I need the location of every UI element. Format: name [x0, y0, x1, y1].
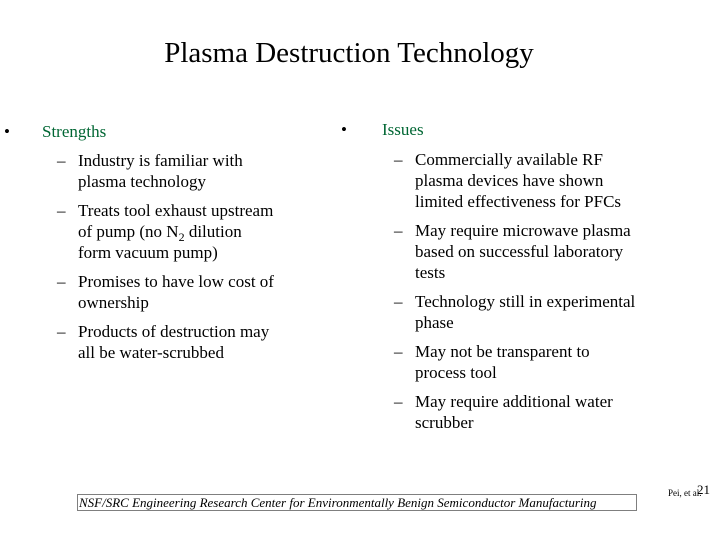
list-item: [57, 271, 327, 313]
dash-marker: –: [394, 150, 403, 169]
item-line: process tool: [415, 363, 497, 382]
dash-marker: –: [394, 292, 403, 311]
list-item: [57, 200, 327, 263]
slide-title: Plasma Destruction Technology: [164, 37, 534, 69]
list-item: [394, 149, 694, 212]
item-line: May require microwave plasma: [415, 221, 631, 240]
issues-list: [394, 149, 694, 441]
dash-marker: –: [57, 322, 66, 341]
item-line: ownership: [78, 293, 149, 312]
item-line-part: of pump (no N: [78, 222, 179, 241]
list-item: [57, 321, 327, 363]
item-line: May require additional water: [415, 392, 613, 411]
list-item: [394, 341, 694, 383]
item-line: Commercially available RF: [415, 150, 603, 169]
list-item: [57, 150, 327, 192]
strengths-heading: Strengths: [42, 122, 107, 141]
dash-marker: –: [57, 201, 66, 220]
footer-credit: Pei, et al.: [668, 488, 702, 498]
dash-marker: –: [57, 151, 66, 170]
item-line: Products of destruction may: [78, 322, 270, 341]
item-line: tests: [415, 263, 446, 282]
item-line: all be water-scrubbed: [78, 343, 224, 362]
item-line: plasma technology: [78, 172, 206, 191]
footer-center-label: NSF/SRC Engineering Research Center for Environmentally Benign Semiconductor Manufacturing: [77, 494, 637, 511]
issues-heading: Issues: [382, 120, 424, 139]
item-line: Industry is familiar with: [78, 151, 243, 170]
item-line: phase: [415, 313, 454, 332]
dash-marker: –: [394, 221, 403, 240]
item-line: Treats tool exhaust upstream: [78, 201, 274, 220]
dash-marker: –: [57, 272, 66, 291]
list-item: [394, 291, 694, 333]
item-line: based on successful laboratory: [415, 242, 624, 261]
item-line: plasma devices have shown: [415, 171, 604, 190]
page-number: 21: [697, 482, 710, 497]
dash-marker: –: [394, 392, 403, 411]
item-line: Promises to have low cost of: [78, 272, 274, 291]
list-item: [394, 220, 694, 283]
bullet-marker: •: [4, 122, 10, 141]
dash-marker: –: [394, 342, 403, 361]
strengths-list: [57, 150, 327, 371]
item-line: limited effectiveness for PFCs: [415, 192, 622, 211]
item-line-part: dilution: [184, 222, 242, 241]
bullet-marker: •: [341, 120, 347, 139]
list-item: [394, 391, 694, 433]
item-line: Technology still in experimental: [415, 292, 636, 311]
subscript: 2: [178, 230, 185, 244]
item-line: scrubber: [415, 413, 474, 432]
item-line-with-subscript: [78, 221, 327, 242]
item-line: May not be transparent to: [415, 342, 590, 361]
item-line: form vacuum pump): [78, 243, 218, 262]
